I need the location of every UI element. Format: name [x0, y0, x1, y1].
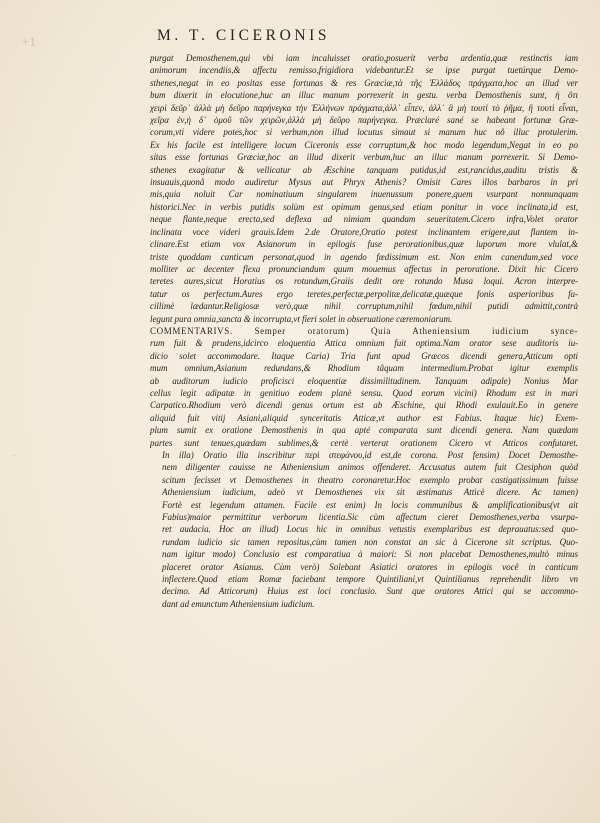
text-line: rum fuit & prudens,idcirco eloquentia Attica omnium fuit optima.Nam orator sese auditoris iu- — [150, 338, 578, 349]
text-line: purgat Demosthenem,qui vbi iam incaluisset oratio,posuerit verba ardentia,quæ restinctis iam — [150, 53, 578, 63]
text-line: sthenes,negat in eo positas esse fortunas & res Græciæ,τὰ τῆς Ἑλλάδος πράγματα,hoc an illud ver — [150, 77, 578, 88]
margin-mark: +1 — [22, 34, 36, 49]
text-line: bum dixerit in elocutione,huc an illuc manum porrexerit in gestu. verba Demosthenis sunt, ἡ ὅτι — [150, 90, 578, 101]
text-line: insuauis,quonâ modo audiretur Mysus aut Phryx Athenis? Omisit Cares illos barbaros in pri — [150, 177, 578, 188]
greek-line: χεῖρα ἐν,ἡ δ᾽ ὁμοῦ τῶν χειρῶν,ἀλλὰ μὴ δεῦρο παρήνεγκα. Præclaré sané se habeant fortunæ Græ- — [150, 115, 578, 126]
text-line: decimo. Ad Atticorum) Huius est loci conclusio. Sunt que oratores Attici qui se accommo- — [162, 586, 578, 597]
text-line: triste quoddam canticum personat,quod in agendo fœdissimum est. Non enim canendum,sed voce — [150, 251, 578, 262]
text-line: tatur os perfectum.Aures ergo teretes,perfectæ,perpolitæ,delicatæ,quæque fonis asperioribus fa- — [150, 288, 578, 299]
text-line: sitas esse fortunas Græciæ,hoc an illud dixerit verbum,huc an illuc manum porrexerit. Si Demo- — [150, 152, 578, 163]
margin-mark-lower: · — [12, 448, 17, 463]
commentarius-heading-line: COMMENTARIVS. Semper oratorum) Quia Atheniensium iudicium synce- — [150, 325, 578, 336]
text-line: mum omnium,Asianum redundans,& Rhodium tâquam intermedium.Probat igitur exemplis — [150, 363, 578, 374]
text-line: teretes aures,sicut Horatius os rotundum,Graiis dedit ore rotundo Musa loqui. Acron interpre- — [150, 276, 578, 287]
text-line: In illa) Oratio illa inscribitur περὶ στεφάνου,id est,de corona. Post fensim) Docet Demosthe- — [162, 450, 578, 460]
text-line: legunt pura omnia,sancta & incorrupta,vt fieri solet in obseruatione cæremoniarum. — [150, 313, 453, 324]
text-line: ret audacia. Hoc an illud) Locus hic in omnibus vetustis exemplaribus est deprauatus:sed quo- — [162, 524, 578, 535]
text-line: corum,vti videre potes,hoc si verbum,non illud locutus simaut si manum huc nô illuc protulerim. — [150, 127, 578, 138]
text-line: inclinata voce videri grauis.Idem 2.de Oratore,Oratio potest inclinantem erigere,aut flantem in- — [150, 226, 578, 237]
text-line: cellus legit adipatæ in genitiuo eodem planè sensu. Quod eorum vicini) Rhodum est in mari — [150, 387, 578, 398]
text-line: ab auditorum iudicio proficisci eloquentiæ dissimilitudinem. Tanquam adipale) Nonius Mar — [150, 375, 578, 386]
text-line: nem diligenter cauisse ne Atheniensium animos offenderet. Accusatus autem fuit Ctesiphon quòd — [162, 462, 578, 473]
text-line: clinare.Est etiam vox Asianorum in epilogis fuse perorationibus,quæ luporum more vlulat,& — [150, 239, 578, 250]
text-line: sthenes exagitatur & vellicatur ab Æschine tanquam putidus,id est,rancidus,auditu tristis & — [150, 164, 578, 175]
text-line: cillimè lædantur.Religiosæ verò,quæ nihil corruptum,nihil fœdum,nihil putidi admittit,contrà — [150, 301, 578, 312]
text-line: plum sumit ex oratione Demosthenis in qua apté comparata sunt dicendi genera. Nam quædam — [150, 425, 578, 436]
page-body — [150, 52, 578, 610]
text-line: animorum incendiis,& affectu remisso,frigidiora videbantur.Et se ipse purgat tuetúrque Demo- — [150, 65, 578, 76]
text-line: partes sunt tenues,quædam sublimes,& certè verterat orationem Cicero vt Atticos confutaret. — [150, 437, 578, 448]
text-line: inflectere.Quod etiam Romæ faciebant tempore Quintiliani,vt Quintilianus reprehendit libro vn — [162, 574, 578, 585]
text-line: Carpatico.Rhodium verò dicendi genus ortum est ab Æschine, qui Rhodi exulauit.Eo in genere — [150, 400, 578, 411]
text-line: historici.Nec in verbis putidis solùm est opimum genus,sed etiam ponitur in voce inclinata,id est, — [150, 201, 578, 212]
text-line: dicio solet accommodare. Itaque Caria) Tria funt apud Græcos dicendi genera,Atticum opti — [150, 350, 578, 361]
text-line: Ex his facile est intelligere locum Ciceronis esse corruptum,& hoc modo legendum,Negat in eo po — [150, 139, 578, 150]
text-line: scitum fecisset vt Demosthenes in theatro coronaretur.Hoc exemplo probat castigatissimum fuisse — [162, 474, 578, 485]
text-line: dant ad emunctum Atheniensium iudicium. — [162, 598, 315, 609]
greek-line: χειρὶ δεῦρ᾽ ἀλλὰ μὴ δεῦρο παρήνεγκα τὴν Ἑλλήνων πράγματα,ἀλλ᾽ εἶπεν, ἀλλ᾽ ἃ μὴ τουτὶ τὸ ῥῆμα, ἢ τουτὶ εἶναι, — [150, 102, 578, 113]
text-line: mis,quia noluit Car nominatiuum singularem inuenussum ponere,quem vsurpant nonnunquam — [150, 189, 578, 200]
text-line: molliter ac decenter flexa pronunciandum quum mouemus affectus in peroratione. Dixit hic Cicero — [150, 263, 578, 274]
text-line: placeret orator Asianus. Cùm verò) Solebant Asiatici oratores in epilogis você in canticum — [162, 561, 578, 572]
text-line: nam igitur modo) Conclusio est comparatiua à maiori: Si non placebat Demosthenes,multò minus — [162, 549, 578, 560]
running-title: M. T. CICERONIS — [157, 27, 331, 44]
text-line: Fabius)maior permittitur verborum licentia.Sic cùm affectum cieret Demosthenes,verba vsurpa- — [162, 512, 578, 523]
text-line: aliquid fuit vitij Asiani,aliquid synceritatis Atticæ,vt author est Fabius. Itaque hic) Exem- — [150, 412, 578, 423]
text-line: neque flante,neque erecta,sed deflexa ad nimiam quandam seueritatem.Cicero infra,Volet orator — [150, 214, 578, 225]
text-line: Atheniensium iudicium, adeò vt Demosthenes vix sit æstimatus Atticè dicere. Ac tamen) — [162, 487, 578, 498]
text-line: Fortè est legendum attamen. Facile est enim) In locis communibus & amplificationibus(vt ait — [162, 499, 578, 510]
text-line: rundam iudicio sic tamen repositus,cùm tamen non constat an sic à Cicerone sit scriptus. Quo- — [162, 536, 578, 547]
